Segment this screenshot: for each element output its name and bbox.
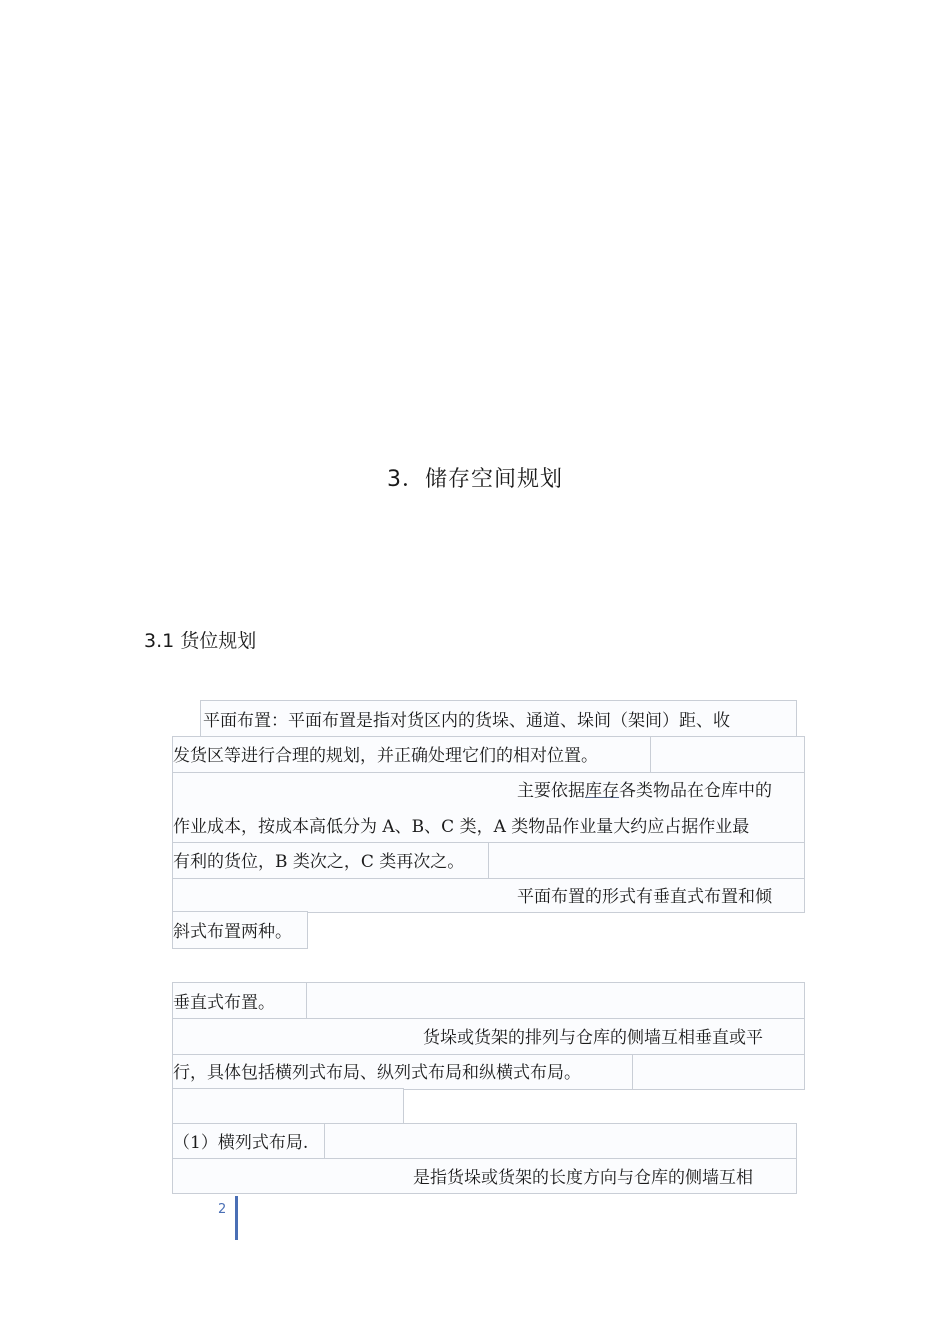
text-region-box xyxy=(324,1123,797,1160)
chapter-title: 3．储存空间规划 xyxy=(387,467,563,492)
paragraph-line: 是指货垛或货架的长度方向与仓库的侧墙互相 xyxy=(413,1168,753,1188)
inventory-link[interactable]: 库存 xyxy=(585,781,619,801)
paragraph-line: 平面布置：平面布置是指对货区内的货垛、通道、垛间（架间）距、收 xyxy=(203,711,730,731)
paragraph-line xyxy=(517,779,772,803)
text-region-box xyxy=(650,736,805,774)
text-run: 主要依据 xyxy=(517,781,585,801)
paragraph-line: 斜式布置两种。 xyxy=(173,922,292,942)
text-region-box xyxy=(632,1054,805,1090)
paragraph-line: 行，具体包括横列式布局、纵列式布局和纵横式布局。 xyxy=(173,1063,581,1083)
section-title: 3.1 货位规划 xyxy=(144,630,257,652)
paragraph-line: 垂直式布置。 xyxy=(173,993,275,1013)
page-number: 2 xyxy=(218,1202,227,1217)
text-region-box xyxy=(172,1088,404,1125)
text-region-box xyxy=(488,842,805,880)
paragraph-line: 作业成本，按成本高低分为 A、B、C 类，A 类物品作业量大约应占据作业最 xyxy=(173,817,750,837)
page-number-bar xyxy=(235,1196,238,1240)
paragraph-line: 货垛或货架的排列与仓库的侧墙互相垂直或平 xyxy=(423,1028,763,1048)
paragraph-line: 发货区等进行合理的规划，并正确处理它们的相对位置。 xyxy=(173,746,598,766)
paragraph-line: 有利的货位，B 类次之，C 类再次之。 xyxy=(173,852,465,872)
text-region-box xyxy=(306,982,805,1020)
paragraph-line: 平面布置的形式有垂直式布置和倾 xyxy=(517,887,772,907)
paragraph-line: （1）横列式布局. xyxy=(173,1133,309,1153)
text-run: 各类物品在仓库中的 xyxy=(619,781,772,801)
